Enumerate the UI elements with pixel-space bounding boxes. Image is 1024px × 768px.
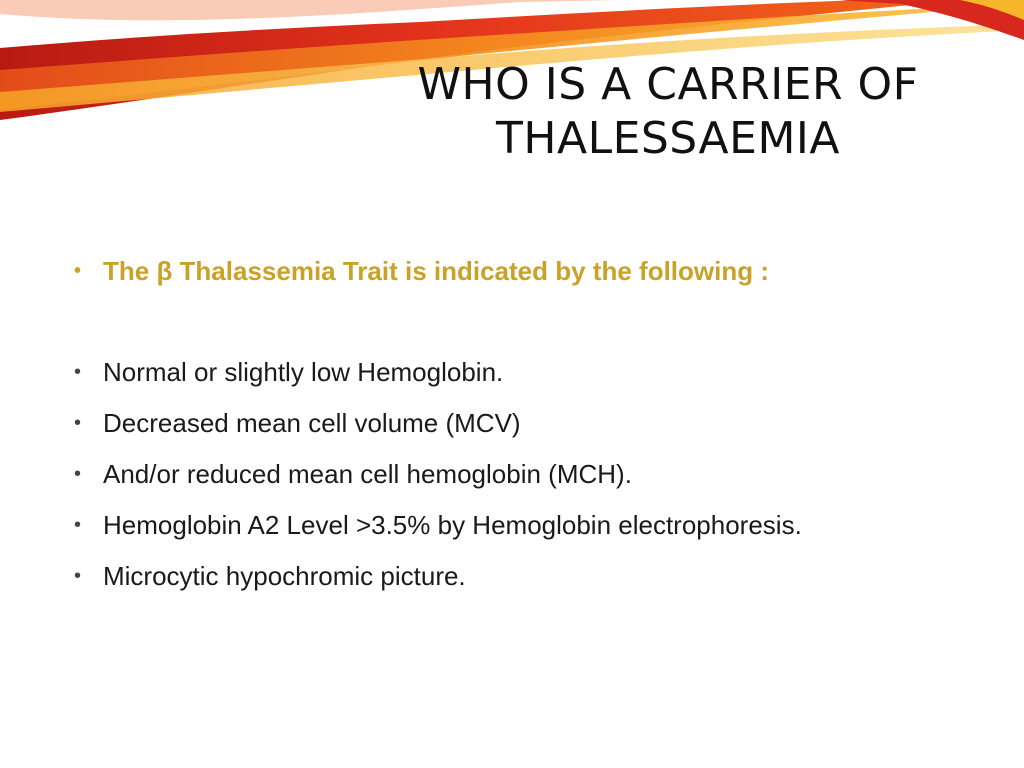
list-item-text: Hemoglobin A2 Level >3.5% by Hemoglobin electrophoresis. [103,510,802,540]
list-item [72,551,972,602]
list-item-text: Normal or slightly low Hemoglobin. [103,357,504,387]
title-line-2: THALESSAEMIA [496,113,840,164]
list-item [72,398,972,449]
list-item [72,347,972,398]
bullet-dot: • [74,412,82,434]
highlight-bullet-text: The β Thalassemia Trait is indicated by the following : [103,256,769,286]
highlight-bullet [72,246,972,297]
list-item-text: Microcytic hypochromic picture. [103,561,466,591]
list-item-text: And/or reduced mean cell hemoglobin (MCH). [103,459,632,489]
bullet-dot: • [74,260,82,282]
title-line-1: WHO IS A CARRIER OF [417,59,919,110]
list-item [72,500,972,551]
list-item [72,449,972,500]
bullet-dot: • [74,361,82,383]
bullet-dot: • [74,565,82,587]
list-item-text: Decreased mean cell volume (MCV) [103,408,521,438]
bullet-dot: • [74,463,82,485]
bullet-dot: • [74,514,82,536]
bullet-list [72,246,972,602]
slide-title [380,58,956,166]
